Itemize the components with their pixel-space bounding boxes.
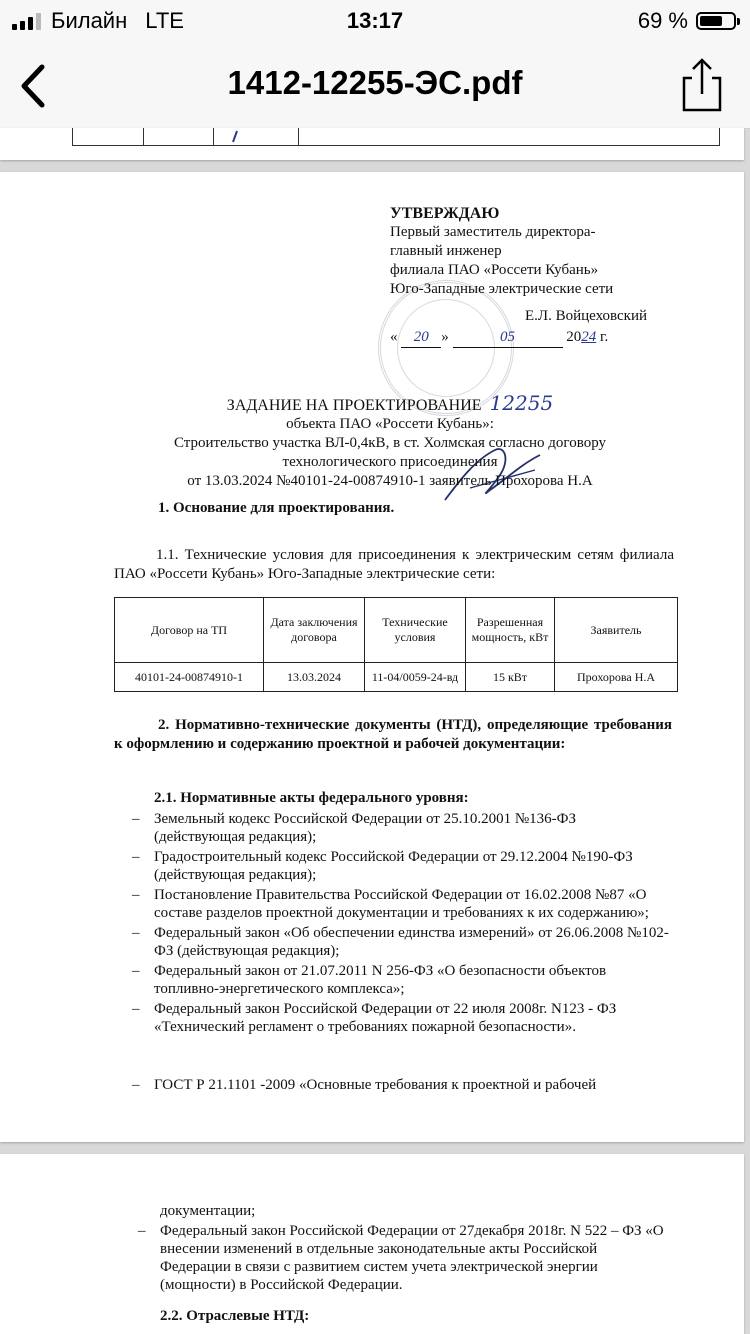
battery-icon: [696, 12, 736, 30]
approval-date: « 20 » 05 2024 г.: [390, 328, 647, 348]
table-row: [115, 663, 678, 692]
table-header: Договор на ТП: [115, 598, 264, 663]
section-2-heading: 2. Нормативно-технические документы (НТД), определяющие требования к оформлению и содержанию проектной и рабочей документации:: [114, 717, 672, 752]
chevron-left-icon: [18, 63, 48, 109]
table-header-row: [115, 598, 678, 663]
battery-percent: 69 %: [637, 8, 688, 33]
approval-line: главный инженер: [390, 243, 502, 259]
share-button[interactable]: [678, 56, 726, 116]
pdf-page-next: [0, 1154, 744, 1334]
table-cell: 40101-24-00874910-1: [115, 663, 264, 692]
list-item: – Градостроительный кодекс Российской Федерации от 29.12.2004 №190-ФЗ (действующая редакция);: [118, 848, 670, 884]
approval-line: филиала ПАО «Россети Кубань»: [390, 262, 599, 278]
task-line: технологического присоединения: [282, 454, 498, 470]
approval-block: [390, 204, 647, 348]
task-heading: ЗАДАНИЕ НА ПРОЕКТИРОВАНИЕ 12255: [226, 391, 554, 415]
table-header: Дата заключения договора: [264, 598, 365, 663]
signatory-name: Е.Л. Войцеховский: [525, 308, 648, 324]
list-item: – ГОСТ Р 21.1101 -2009 «Основные требования к проектной и рабочей: [118, 1076, 670, 1094]
table-fragment: [72, 128, 720, 146]
status-time: 13:17: [346, 8, 404, 33]
federal-acts-list-cont: [118, 1076, 670, 1096]
section-2-1-heading: 2.1. Нормативные акты федерального уровня:: [154, 790, 469, 806]
approval-line: Первый заместитель директора-: [390, 224, 596, 240]
table-header: Заявитель: [555, 598, 678, 663]
task-line: объекта ПАО «Россети Кубань»:: [286, 416, 494, 432]
federal-acts-list-next: [124, 1222, 664, 1296]
carrier-name: Билайн: [51, 8, 128, 33]
list-item: – Федеральный закон Российской Федерации от 22 июля 2008г. N123 - ФЗ «Технический регламент о требованиях пожарной безопасности».: [118, 1000, 670, 1036]
task-line: от 13.03.2024 №40101-24-00874910-1 заявитель Прохорова Н.А: [187, 473, 593, 489]
date-year: 24: [581, 329, 597, 345]
table-header: Разрешенная мощность, кВт: [466, 598, 555, 663]
pdf-page-previous: [0, 128, 744, 160]
network-type: LTE: [145, 8, 184, 33]
section-1-1-text: 1.1. Технические условия для присоединения к электрическим сетям филиала ПАО «Россети Кубань» Юго-Западные электрические сети:: [114, 547, 674, 582]
task-line: Строительство участка ВЛ-0,4кВ, в ст. Холмская согласно договору: [173, 435, 606, 451]
task-number: 12255: [489, 391, 554, 415]
list-item: – Федеральный закон «Об обеспечении единства измерений» от 26.06.2008 №102-ФЗ (действующая редакция);: [118, 924, 670, 960]
list-item: – Федеральный закон от 21.07.2011 N 256-ФЗ «О безопасности объектов топливно-энергетического комплекса»;: [118, 962, 670, 998]
back-button[interactable]: [8, 58, 58, 114]
tech-conditions-table: [114, 597, 678, 692]
table-cell: Прохорова Н.А: [555, 663, 678, 692]
table-header: Технические условия: [365, 598, 466, 663]
share-icon: [678, 56, 726, 116]
approval-title: УТВЕРЖДАЮ: [390, 205, 500, 222]
federal-acts-list: [118, 810, 670, 1038]
document-title: 1412-12255-ЭС.pdf: [227, 64, 523, 101]
task-title-block: [110, 391, 670, 491]
approval-line: Юго-Западные электрические сети: [390, 281, 614, 297]
navigation-bar: [0, 44, 750, 129]
list-item: – Земельный кодекс Российской Федерации от 25.10.2001 №136-ФЗ (действующая редакция);: [118, 810, 670, 846]
section-2-2-heading: 2.2. Отраслевые НТД:: [160, 1308, 310, 1324]
table-cell: 11-04/0059-24-вд: [365, 663, 466, 692]
status-bar: [0, 0, 750, 44]
table-cell: 13.03.2024: [264, 663, 365, 692]
section-1-heading: 1. Основание для проектирования.: [158, 500, 395, 516]
list-item: – Постановление Правительства Российской Федерации от 16.02.2008 №87 «О составе разделов проектной документации и требованиях к их содержанию»;: [118, 886, 670, 922]
list-item: – Федеральный закон Российской Федерации от 27декабря 2018г. N 522 – ФЗ «О внесении изменений в отдельные законодательные акты Российской Федерации в связи с развитием систем учета электрической энергии (мощности) в Российской Федерации.: [124, 1222, 664, 1294]
pen-mark: [230, 130, 240, 144]
date-day: 20: [401, 328, 441, 348]
pdf-page: [0, 172, 744, 1142]
continued-text: документации;: [160, 1203, 256, 1219]
date-month: 05: [453, 328, 563, 348]
table-cell: 15 кВт: [466, 663, 555, 692]
date-year-prefix: 20: [566, 329, 582, 345]
